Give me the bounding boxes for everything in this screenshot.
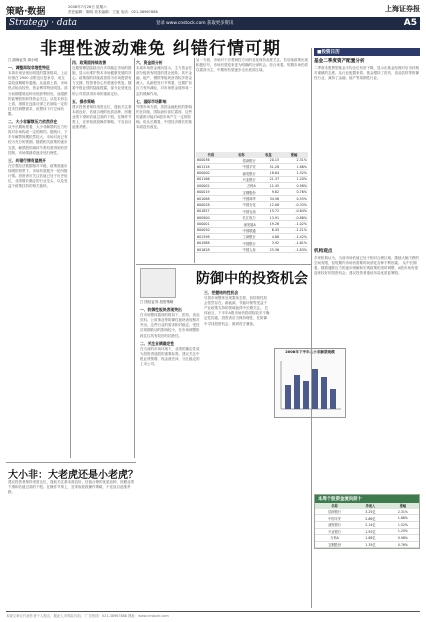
col1-text-1: 本周市场呈现出明显的震荡格局，上证综指在 2900 点附近反复争夺，成交量较前期略有萎缩。从盘面上看，市场热点轮动较快，资金博弈特征明显。部分前期强势品种出现获利回吐，而超跌的蓝筹股则获得资金关注。从技术形态上看，指数在连续反弹之后面临一定的技术性调整需求，但整体下行空间有限。 <box>8 71 68 116</box>
article-col-1 <box>8 58 68 458</box>
date-bar <box>68 5 208 14</box>
section-strip <box>6 17 420 30</box>
mid-article-col-2 <box>204 288 270 606</box>
bottom-article <box>8 480 134 608</box>
cell: 2.31% <box>387 509 419 515</box>
cell: 中国平安 <box>226 163 257 169</box>
cell: 中国联通 <box>226 227 257 233</box>
mid-headline: 防御中的投资机会 <box>196 271 308 287</box>
col2-subhead-1: 四、政策面持续改善 <box>72 60 107 65</box>
col1-subhead-1: 一、调整再现非理性特征 <box>8 65 50 71</box>
author-byline: □ 渤海证券 周小明 <box>8 58 39 62</box>
cell: 601857 <box>196 208 226 214</box>
cell: 1.86% <box>280 163 308 169</box>
col4-text-1: 另一方面，市场对于宏观调控方向的变化保持高度关注。若后续政策出现积极信号，市场有望迎来更为明确的反弹机会。综合来看，短期市场仍将以震荡为主，中期则有望逐步走出底部区域。 <box>196 58 308 73</box>
cell: 20.15 <box>257 158 280 164</box>
cell: 宝钢股份 <box>315 541 354 548</box>
right-panel-subhead-1: 基金二季度资产配置分析 <box>314 59 365 64</box>
cell: 6.45 <box>257 227 280 233</box>
cell: 601166 <box>196 176 226 182</box>
cell: 中国银行 <box>226 240 257 246</box>
cell: 1.86% <box>387 515 419 522</box>
table-header: 代码 <box>196 152 226 158</box>
cell: 长江电力 <box>226 214 257 220</box>
col1-subhead-2: 二、大小非解禁压力依然存在 <box>8 119 58 125</box>
cell: 宝钢股份 <box>226 189 257 195</box>
cell: 中国神华 <box>226 195 257 201</box>
chart-bar <box>285 385 291 409</box>
cell: 万科A <box>315 535 354 542</box>
table-header: 涨幅 <box>387 503 419 509</box>
col3-subhead-1: 六、资金面分析 <box>136 60 163 65</box>
cell: 1.20% <box>387 528 419 535</box>
table-header: 名称 <box>315 503 354 509</box>
article-photo <box>140 268 176 298</box>
main-headline: 非理性波动难免 纠错行情可期 <box>40 39 281 59</box>
mid-subhead-3: 三、把握结构性机会 <box>204 290 239 295</box>
column-divider <box>70 58 71 458</box>
article-col-3 <box>136 58 194 263</box>
cell: 18.64 <box>257 170 280 176</box>
chart-title: 2008年下半年大小非解禁规模 <box>285 350 335 354</box>
table-row <box>196 246 308 252</box>
cell: 600028 <box>196 202 226 208</box>
right-panel-text-1 <box>314 66 420 246</box>
table-row <box>315 535 419 542</box>
mid-subhead-1: 一、防御性板块表现突出 <box>140 307 182 313</box>
section-divider <box>136 264 312 265</box>
mid-text-2: 在当前的市场环境下，业绩的确定性成为投资者选股的重要标准。建议关注中报业绩预增、现金流充沛、分红稳定的上市公司。 <box>140 346 200 367</box>
column-divider <box>311 48 312 608</box>
cell: 2.31% <box>280 158 308 164</box>
cell: -1.42% <box>280 234 308 240</box>
cell: 3.92 <box>257 240 280 246</box>
table-row <box>315 521 419 528</box>
article-col-4 <box>196 58 308 148</box>
mid-author-byline: □ 国信证券 投资策略 <box>140 300 174 304</box>
cell: -0.33% <box>280 202 308 208</box>
cell: 万科A <box>226 183 257 189</box>
cell: 1.35亿 <box>354 541 387 548</box>
cell: 600019 <box>196 189 226 195</box>
editor-line: 责任编辑：陈明 美术编辑：王旭 电话：021-38967888 <box>68 9 158 14</box>
cell: 2.14亿 <box>354 521 387 528</box>
cell: 招商银行 <box>226 158 257 164</box>
table-row <box>315 541 419 548</box>
section-title: 策略·数据 <box>6 7 46 17</box>
cell: 601318 <box>196 163 226 169</box>
cell: 1.52% <box>387 521 419 528</box>
cell: 中国石化 <box>226 202 257 208</box>
cell: 兴业银行 <box>315 528 354 535</box>
cell: 中国人寿 <box>226 246 257 252</box>
cell: 601628 <box>196 246 226 252</box>
col1-subhead-3: 三、纠错行情有望展开 <box>8 157 46 163</box>
cell: 1.52% <box>280 170 308 176</box>
cell: 21.37 <box>257 176 280 182</box>
cell: 600036 <box>196 158 226 164</box>
bottom-headline: 大小非：大老虎还是小老虎？ <box>8 470 138 481</box>
col2-text-1: 近期管理层陆续出台多项稳定市场的措施，显示出维护资本市场健康发展的决心。政策面的持续改善将为市场提供有力支撑，投资者信心有望逐步恢复。随着中报业绩的陆续披露，部分业绩优良的公司将获得市场的重新定价。 <box>72 66 132 96</box>
cell: 1.20% <box>280 176 308 182</box>
cell: 600000 <box>196 170 226 176</box>
cell: 0.76% <box>280 189 308 195</box>
col1-text-2: 从中长期角度看，大小非解禁的压力仍将对市场构成一定的制约。据统计，下半年解禁规模依然较大，市场对此已有较为充分的预期。随着相关政策的逐步完善，解禁股的减持节奏有望得到有效控制，市场情绪将逐步回归理性。 <box>8 125 68 155</box>
col2-subhead-2: 五、操作策略 <box>72 98 95 104</box>
column-divider <box>134 58 135 458</box>
page-footer: 本版文章仅代表作者个人观点，据此入市风险自担。 广告热线：021-38967888 网址：www.cnstock.com <box>6 611 420 618</box>
mid-text-1: 在市场整体震荡的格局下，医药、食品饮料、公用事业等防御性板块表现相对突出。这些行业的需求相对稳定，受经济周期波动的影响较小，在市场调整阶段往往具有较好的抗跌性。 <box>140 313 200 338</box>
cell: 中国石油 <box>226 208 257 214</box>
right-panel-para-3: 从中长期看，随着通胀压力的逐步缓解和宏观政策的适时调整，A股市场有望迎来较好的投资机会。建议投资者逢低布局优质蓝筹股。 <box>314 261 418 276</box>
table-row <box>315 528 419 535</box>
col2-text-2: 建议投资者保持适度仓位，逢低关注基本面良好、估值合理的优质品种，回避业绩下滑和估值过高的个股。在操作节奏上，宜采取波段操作策略，不宜盲目追涨杀跌。 <box>72 104 132 130</box>
chart-bar <box>294 375 300 409</box>
mid-text-3: 尽管市场整体呈现震荡态势，但结构性机会依然存在。新能源、节能环保等受益于产业政策支持的领域值得中长期关注。 <box>204 296 267 311</box>
col3-text-2: 外围市场方面，美国金融危机的影响仍在持续，国际油价高位震荡，这些因素都可能对A股市场产生一定的影响。但从长期看，中国经济增长的基本面没有改变。 <box>136 104 192 130</box>
cell: 0.76% <box>387 541 419 548</box>
mid-article-col-1 <box>140 300 200 605</box>
cell: -0.64% <box>280 208 308 214</box>
cell: 0.55% <box>280 195 308 201</box>
cell: 13.91 <box>257 214 280 220</box>
table-header-row <box>315 503 419 509</box>
stock-table <box>196 152 308 253</box>
cell: 9.82 <box>257 189 280 195</box>
cell: 15.72 <box>257 208 280 214</box>
cell: 51.28 <box>257 163 280 169</box>
cell: 0.98% <box>387 535 419 542</box>
cell: -1.02% <box>280 221 308 227</box>
cell: 601988 <box>196 240 226 246</box>
right-panel-subhead-2: 机构观点 <box>314 249 333 254</box>
cell: 12.08 <box>257 202 280 208</box>
table-header: 涨幅 <box>280 152 308 158</box>
right-panel-title: ■投资日历 <box>314 48 420 56</box>
cell: 工商银行 <box>226 234 257 240</box>
strip-ad: 登录 www.cnstock.com 获取更多资讯 <box>156 21 234 26</box>
cell: 中国平安 <box>315 515 354 522</box>
cell: 11.45 <box>257 183 280 189</box>
section-divider <box>6 462 136 463</box>
cell: 600050 <box>196 227 226 233</box>
fund-flow-title: 本周个股资金流向前十 <box>315 495 419 503</box>
column-divider <box>194 58 195 263</box>
cell: -1.83% <box>280 246 308 252</box>
fund-flow-box <box>314 494 420 549</box>
cell: 601398 <box>196 234 226 240</box>
cell: 1.92亿 <box>354 528 387 535</box>
cell: 34.56 <box>257 195 280 201</box>
cell: 招商银行 <box>315 509 354 515</box>
cell: 19.26 <box>257 221 280 227</box>
cell: 600900 <box>196 214 226 220</box>
cell: -1.21% <box>280 227 308 233</box>
mid-text-4: 总体而言，下半年A股市场仍将面临较多不确定性因素，投资者应当保持理性，在防御中寻找投资机会，做到攻守兼备。 <box>204 306 270 326</box>
cell: 000001 <box>196 221 226 227</box>
page-header <box>6 4 420 16</box>
bottom-article-text: 建议投资者保持适度仓位，逢低关注基本面良好、估值合理的优质品种，回避业绩下滑和估值过高的个股。在操作节奏上，宜采取波段操作策略，不宜盲目追涨杀跌。 <box>8 480 134 495</box>
cell: 25.36 <box>257 246 280 252</box>
cell: 3.25亿 <box>354 509 387 515</box>
cell: -0.86% <box>280 214 308 220</box>
chart-bar <box>303 381 309 409</box>
cell: 000002 <box>196 183 226 189</box>
right-panel <box>314 48 420 506</box>
cell: 2.86亿 <box>354 515 387 522</box>
mid-subhead-2: 二、关注业绩确定性 <box>140 340 175 346</box>
table-header: 净流入 <box>354 503 387 509</box>
cell: 浦发银行 <box>315 521 354 528</box>
date-line: 2008年7月26日 星期六 <box>68 5 107 9</box>
table-row <box>315 515 419 522</box>
col3-subhead-2: 七、国际市场影响 <box>136 98 167 104</box>
col3-text-1: 本周市场资金流向显示，主力资金在部分板块有明显的建仓迹象，其中金融、地产、钢铁等板块获得较多资金流入。从新股发行节奏看，近期扩容压力有所减轻，对市场资金面形成一定的缓解作用。 <box>136 66 192 96</box>
right-panel-para-2: 多家机构认为，当前市场估值已处于相对合理区域，继续大幅下跌的空间有限，但短期内市场仍需要时间消化各种不利因素。 <box>314 256 419 266</box>
section-en-title: Strategy · data <box>9 18 77 28</box>
cell: 深发展A <box>226 221 257 227</box>
paper-logo: 上海证券报 <box>385 4 420 13</box>
cell: 601088 <box>196 195 226 201</box>
fund-flow-table <box>315 503 419 548</box>
cell: 1.68亿 <box>354 535 387 542</box>
cell: 0.98% <box>280 183 308 189</box>
page-number: A5 <box>403 18 417 28</box>
cell: 4.88 <box>257 234 280 240</box>
cell: 兴业银行 <box>226 176 257 182</box>
table-header: 收盘 <box>257 152 280 158</box>
right-panel-text-2 <box>314 256 420 506</box>
right-panel-para-1: 二季度末股票型基金平均仓位有所下降，显示出基金经理对后市持相对谨慎的态度。从行业配置来看，基金增持了医药、食品饮料等防御性行业，减持了金融、地产等周期性行业。 <box>314 66 419 81</box>
article-col-2 <box>72 58 132 458</box>
cell: -1.61% <box>280 240 308 246</box>
cell: 浦发银行 <box>226 170 257 176</box>
col1-text-3: 在宏观经济数据相对平稳、政策面逐步转暖的背景下，市场有望展开一轮纠错行情。投资者可关注估值已处于历史低位、业绩增长确定的行业龙头，以及受益于政策扶持的相关板块。 <box>8 163 68 189</box>
table-header: 名称 <box>226 152 257 158</box>
